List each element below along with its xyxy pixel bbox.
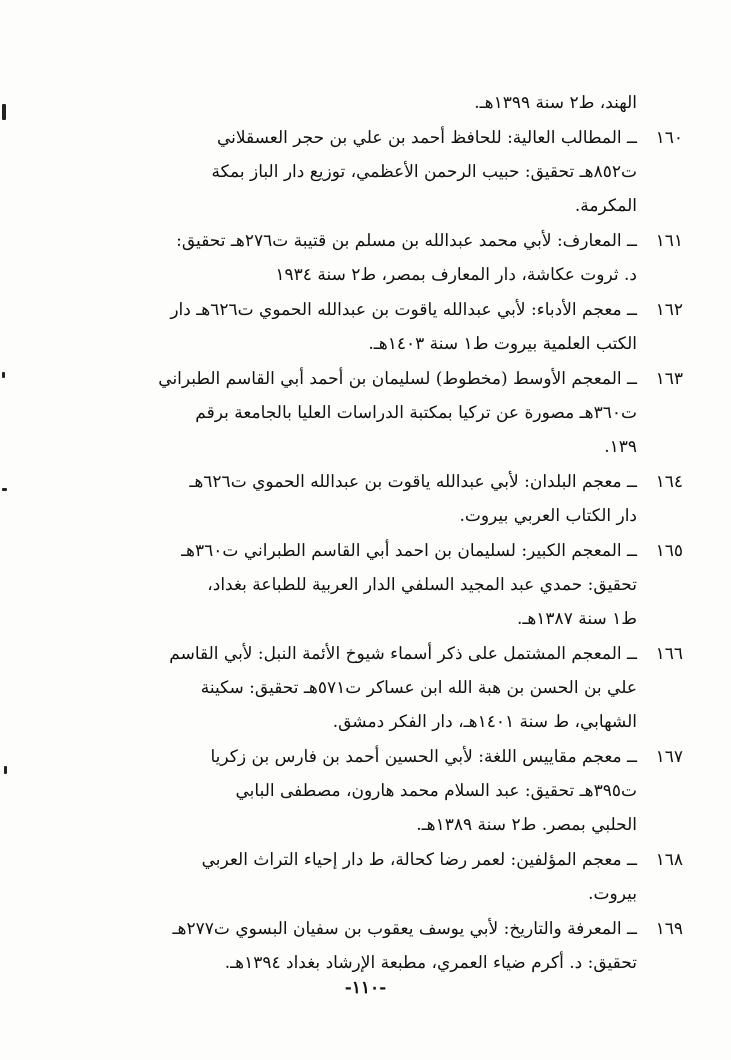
reference-entry xyxy=(128,740,683,842)
text-line: تحقيق: د. أكرم ضياء العمري، مطبعة الإرشاد بغداد ١٣٩٤هـ. xyxy=(224,953,637,973)
entry-number: ١٦٠ xyxy=(655,128,683,148)
text-line: دار الكتاب العربي بيروت. xyxy=(459,506,637,526)
text-line: المكرمة. xyxy=(574,196,637,216)
entry-text xyxy=(128,224,683,292)
text-line: علي بن الحسن بن هبة الله ابن عساكر ت٥٧١هـ تحقيق: سكينة xyxy=(200,678,637,698)
entry-number: ١٦٥ xyxy=(655,541,683,561)
entry-text xyxy=(128,465,683,533)
text-line: ــ معجم المؤلفين: لعمر رضا كحالة، ط دار إحياء التراث العربي xyxy=(201,850,637,870)
reference-entry xyxy=(128,843,683,911)
text-line: ــ المعجم الأوسط (مخطوط) لسليمان بن أحمد أبي القاسم الطبراني xyxy=(158,369,637,389)
text-line: بيروت. xyxy=(588,884,637,904)
text-line: ت٨٥٢هـ تحقيق: حبيب الرحمن الأعظمي، توزيع دار الباز بمكة xyxy=(211,162,637,182)
text-line: ــ المعجم الكبير: لسليمان بن احمد أبي القاسم الطبراني ت٣٦٠هـ xyxy=(181,541,637,561)
reference-entry xyxy=(128,121,683,223)
entry-number: ١٦٩ xyxy=(655,919,683,939)
entry-number: ١٦٨ xyxy=(655,850,683,870)
text-line: الشهابي، ط سنة ١٤٠١هـ، دار الفكر دمشق. xyxy=(332,712,637,732)
reference-entry xyxy=(128,293,683,361)
entry-number: ١٦٤ xyxy=(655,472,683,492)
reference-entry xyxy=(128,465,683,533)
text-line: ــ معجم البلدان: لأبي عبدالله ياقوت بن عبدالله الحموي ت٦٢٦هـ xyxy=(189,472,637,492)
entry-text xyxy=(128,362,683,464)
entry-number: ١٦٦ xyxy=(655,644,683,664)
entry-text xyxy=(128,121,683,223)
reference-entry xyxy=(128,224,683,292)
entry-number: ١٦٢ xyxy=(655,300,683,320)
text-line: تحقيق: حمدي عبد المجيد السلفي الدار العربية للطباعة بغداد، xyxy=(207,575,637,595)
margin-mark xyxy=(2,104,6,120)
entry-text xyxy=(128,637,683,739)
reference-entry xyxy=(128,912,683,980)
entry-number: ١٦٣ xyxy=(655,369,683,389)
text-line: ــ المعارف: لأبي محمد عبدالله بن مسلم بن قتيبة ت٢٧٦هـ تحقيق: xyxy=(176,231,637,251)
text-line: ط١ سنة ١٣٨٧هـ. xyxy=(516,609,637,629)
text-line: ــ المطالب العالية: للحافظ أحمد بن علي بن حجر العسقلاني xyxy=(216,128,637,148)
text-line: د. ثروت عكاشة، دار المعارف بمصر، ط٢ سنة ١٩٣٤ xyxy=(275,265,637,285)
entry-text xyxy=(128,843,683,911)
reference-entry xyxy=(128,637,683,739)
reference-entry xyxy=(128,534,683,636)
reference-list xyxy=(128,86,683,981)
text-line: ــ معجم مقاييس اللغة: لأبي الحسين أحمد بن فارس بن زكريا xyxy=(210,747,637,767)
margin-mark xyxy=(2,488,7,491)
continuation-line xyxy=(128,86,683,120)
text-line: ت٣٩٥هـ تحقيق: عبد السلام محمد هارون، مصطفى البابي xyxy=(235,781,637,801)
text-line: ١٣٩. xyxy=(604,437,637,457)
margin-mark xyxy=(2,372,5,378)
entry-text xyxy=(128,912,683,980)
reference-entry xyxy=(128,362,683,464)
page-number: -١١٠- xyxy=(344,978,387,998)
text-line: ــ المعجم المشتمل على ذكر أسماء شيوخ الأئمة النبل: لأبي القاسم xyxy=(169,644,637,664)
text-line: الكتب العلمية بيروت ط١ سنة ١٤٠٣هـ. xyxy=(368,334,637,354)
text-line: الهند، ط٢ سنة ١٣٩٩هـ. xyxy=(474,93,637,113)
entry-text xyxy=(128,293,683,361)
entries-container xyxy=(128,121,683,980)
entry-number: ١٦٧ xyxy=(655,747,683,767)
text-line: ت٣٦٠هـ مصورة عن تركيا بمكتبة الدراسات العليا بالجامعة برقم xyxy=(195,403,637,423)
text-line: ــ معجم الأدباء: لأبي عبدالله ياقوت بن عبدالله الحموي ت٦٢٦هـ دار xyxy=(170,300,637,320)
margin-mark xyxy=(4,766,7,774)
entry-number: ١٦١ xyxy=(655,231,683,251)
entry-text xyxy=(128,534,683,636)
text-line: ــ المعرفة والتاريخ: لأبي يوسف يعقوب بن سفيان البسوي ت٢٧٧هـ xyxy=(172,919,637,939)
entry-text xyxy=(128,740,683,842)
text-line: الحلبي بمصر. ط٢ سنة ١٣٨٩هـ. xyxy=(416,815,637,835)
